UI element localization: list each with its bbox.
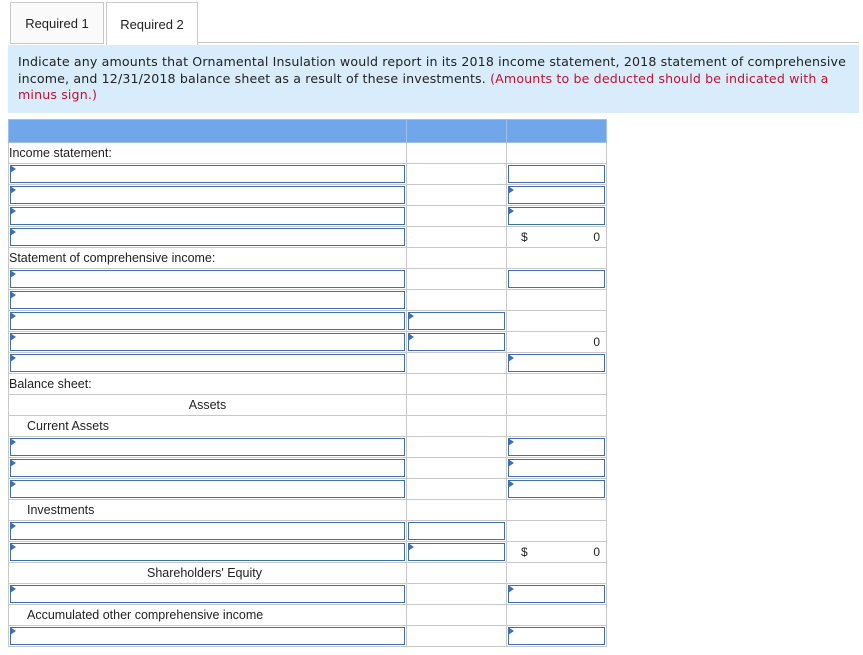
investment-sub-amount-1[interactable]	[408, 522, 505, 540]
instructions-text: Indicate any amounts that Ornamental Insulation would report in its 2018 income statement, 2018 statement of comprehensive income, and 12/31/2018 balance sheet as a result of these investments.	[18, 54, 847, 86]
table-row	[9, 206, 607, 227]
instructions-panel	[8, 45, 859, 113]
tab-bar	[10, 2, 859, 44]
current-assets-label: Current Assets	[9, 416, 407, 437]
table-row	[9, 437, 607, 458]
investments-label: Investments	[9, 500, 407, 521]
tab-required-1[interactable]: Required 1	[10, 2, 104, 44]
equity-input-1[interactable]	[10, 585, 405, 603]
current-asset-amount-2[interactable]	[508, 459, 605, 477]
current-asset-amount-3[interactable]	[508, 480, 605, 498]
income-amount-input-1[interactable]	[508, 165, 605, 183]
current-asset-input-3[interactable]	[10, 480, 405, 498]
table-row	[9, 290, 607, 311]
table-row	[9, 269, 607, 290]
aoci-amount-1[interactable]	[508, 627, 605, 645]
investment-input-2[interactable]	[10, 543, 405, 561]
current-asset-input-1[interactable]	[10, 438, 405, 456]
table-row	[9, 185, 607, 206]
tab-divider	[198, 42, 859, 43]
table-row	[9, 311, 607, 332]
table-row	[9, 542, 607, 563]
comprehensive-income-label: Statement of comprehensive income:	[9, 248, 407, 269]
table-row	[9, 164, 607, 185]
oci-amount-input-1[interactable]	[508, 270, 605, 288]
income-statement-label: Income statement:	[9, 143, 407, 164]
oci-sub-amount-input-2[interactable]	[408, 333, 505, 351]
balance-sheet-label: Balance sheet:	[9, 374, 407, 395]
oci-account-input-4[interactable]	[10, 333, 405, 351]
investments-total-value: $ 0	[521, 545, 600, 559]
shareholders-equity-label: Shareholders' Equity	[9, 563, 407, 584]
table-row	[9, 353, 607, 374]
table-row	[9, 584, 607, 605]
instructions-note: (Amounts to be deducted should be indicated with a minus sign.)	[18, 70, 829, 102]
oci-account-input-2[interactable]	[10, 291, 405, 309]
income-total-label-input[interactable]	[10, 228, 405, 246]
investment-sub-amount-2[interactable]	[408, 543, 505, 561]
table-header-row	[9, 120, 607, 143]
tab-required-2[interactable]: Required 2	[106, 2, 198, 45]
comprehensive-total-value: 0	[593, 335, 600, 349]
assets-label: Assets	[9, 395, 407, 416]
oci-sub-amount-input-1[interactable]	[408, 312, 505, 330]
income-account-input-1[interactable]	[10, 165, 405, 183]
table-row	[9, 332, 607, 353]
oci-account-input-1[interactable]	[10, 270, 405, 288]
table-row	[9, 521, 607, 542]
current-asset-input-2[interactable]	[10, 459, 405, 477]
income-amount-input-3[interactable]	[508, 207, 605, 225]
income-account-input-2[interactable]	[10, 186, 405, 204]
table-row	[9, 626, 607, 647]
investment-input-1[interactable]	[10, 522, 405, 540]
current-asset-amount-1[interactable]	[508, 438, 605, 456]
oci-account-input-3[interactable]	[10, 312, 405, 330]
table-row	[9, 227, 607, 248]
aoci-input-1[interactable]	[10, 627, 405, 645]
oci-total-label-input[interactable]	[10, 354, 405, 372]
aoci-label: Accumulated other comprehensive income	[9, 605, 407, 626]
income-amount-input-2[interactable]	[508, 186, 605, 204]
income-account-input-3[interactable]	[10, 207, 405, 225]
table-row	[9, 479, 607, 500]
table-row	[9, 458, 607, 479]
answer-table	[8, 119, 607, 647]
oci-total-amount-input[interactable]	[508, 354, 605, 372]
equity-amount-1[interactable]	[508, 585, 605, 603]
income-total-value: $ 0	[521, 230, 600, 244]
